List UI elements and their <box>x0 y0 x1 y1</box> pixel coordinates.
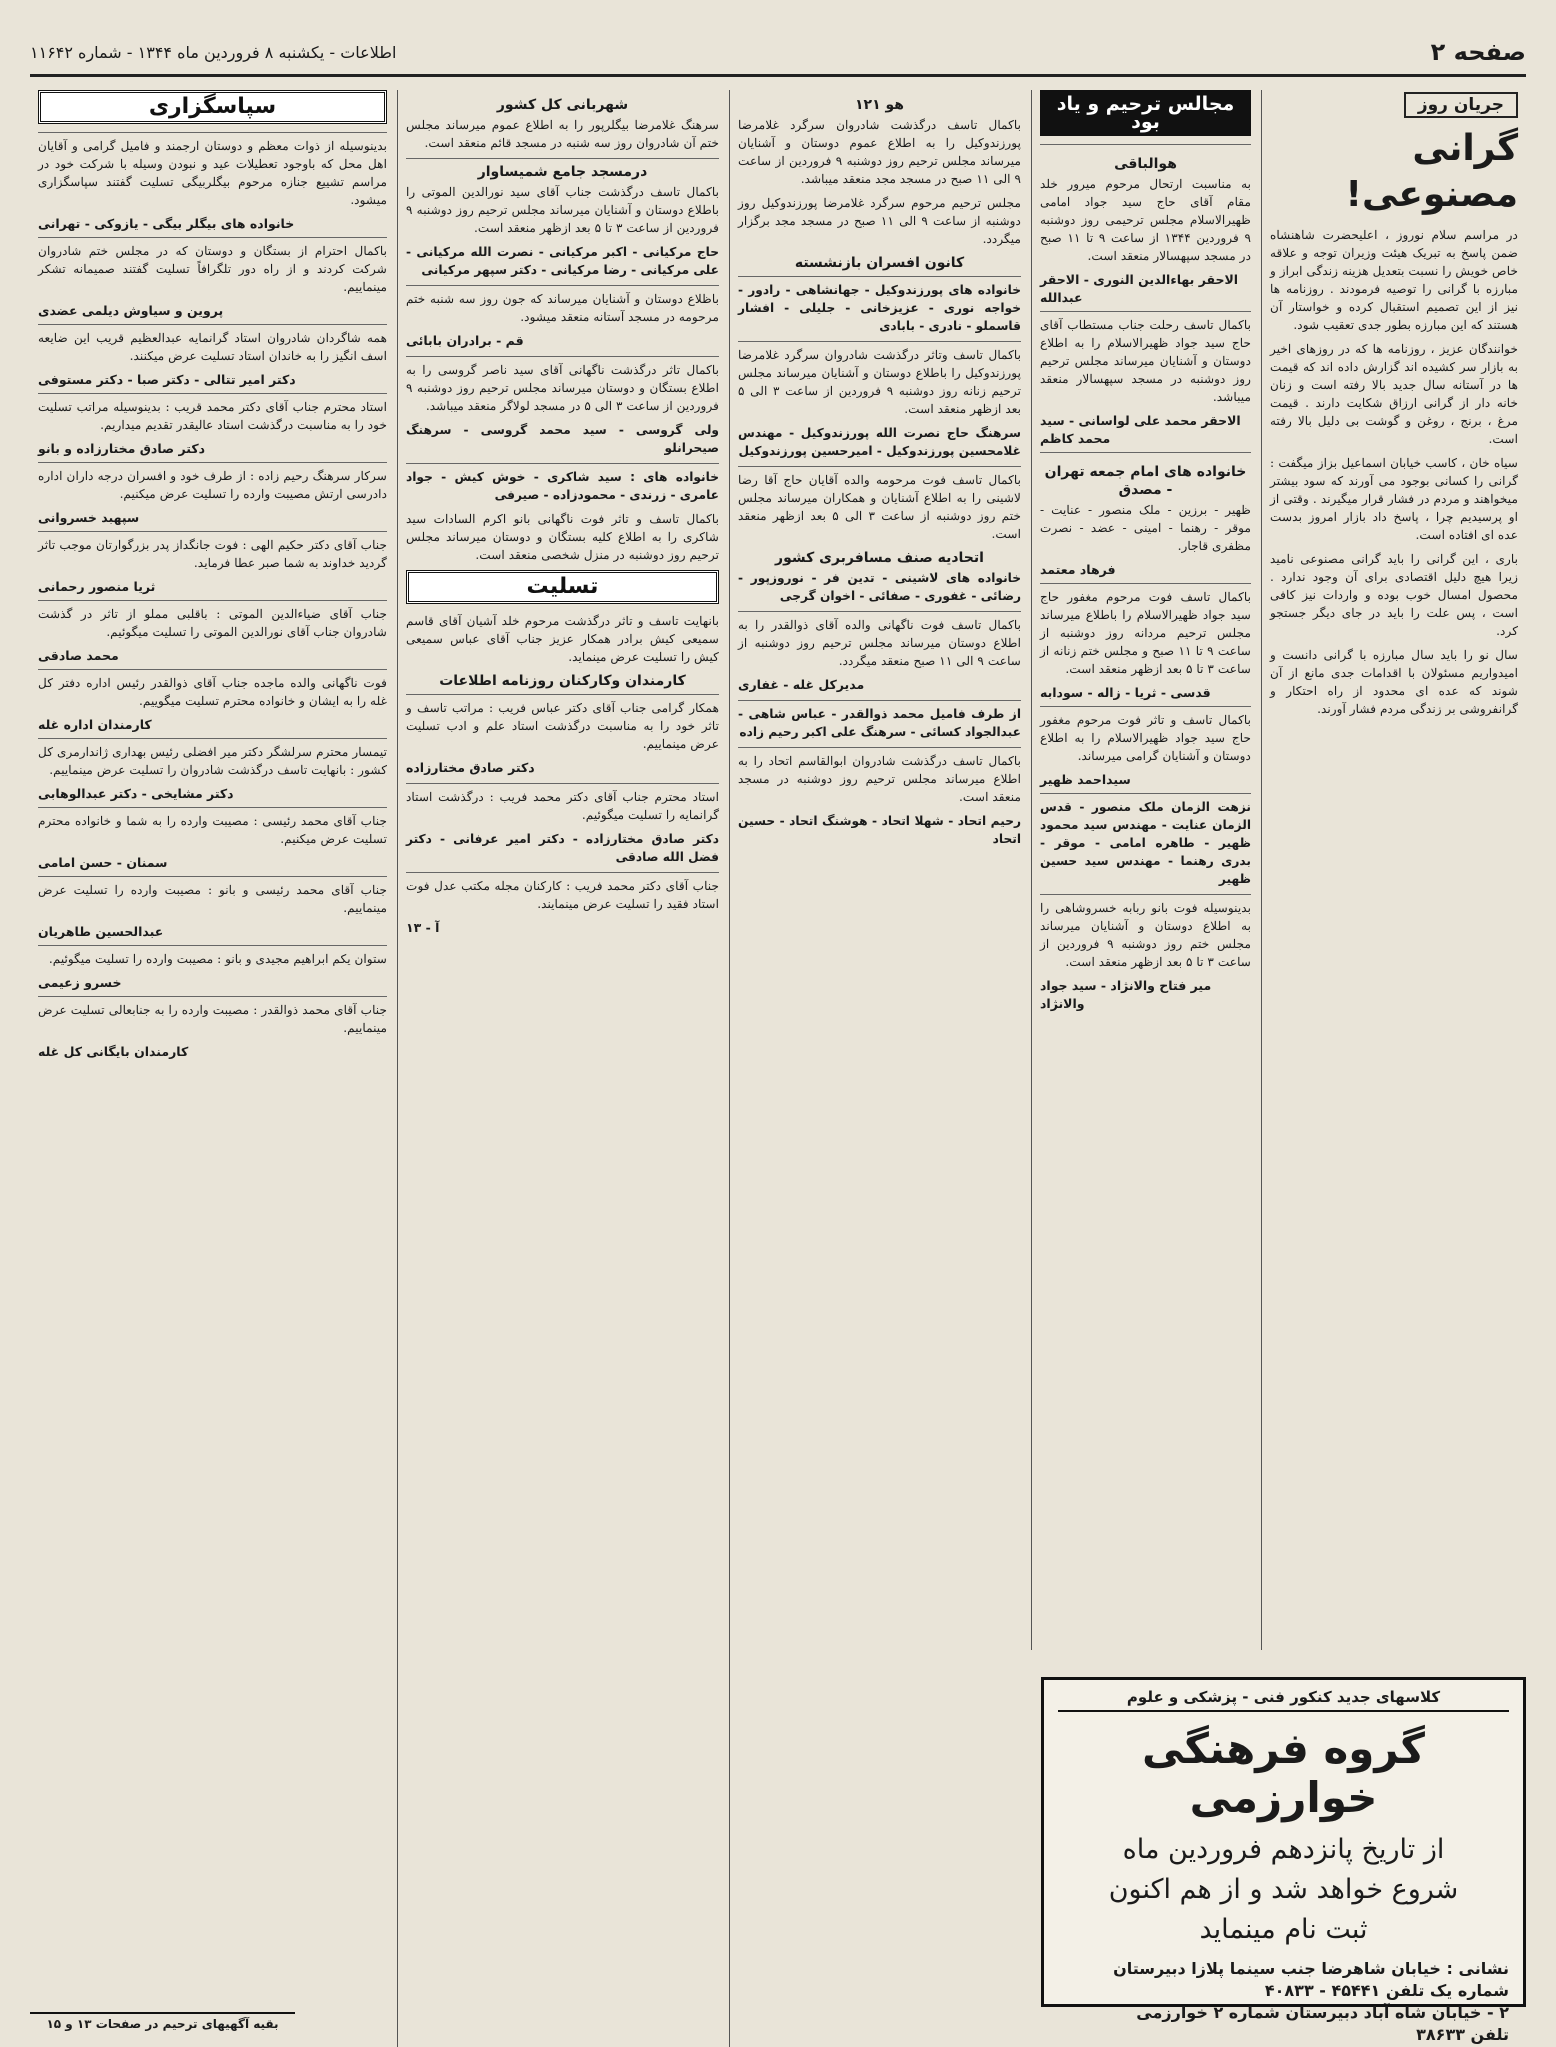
notice-signature: ولی گروسی - سید محمد گروسی - سرهنگ صیحرانلو <box>406 423 719 455</box>
notice-signature: کارمندان بایگانی کل غله <box>38 1044 189 1059</box>
editorial-paragraph: سیاه خان ، کاسب خیابان اسماعیل بزاز میگفت : گرانی را کسانی بوجود می آورند که سود بیشتر میخواهند و مردم در فشار قرار میگیرند . وقتی از او پرسیدیم چرا ، پاسخ داد بازار امروز بدست عده ای افتاده است. <box>1270 456 1518 542</box>
notice-title: هوالباقی <box>1114 156 1177 172</box>
notice-text: ظهیر - برزین - ملک منصور - عنایت - موقر - رهنما - امینی - عضد - نصرت مظفری قاجار. <box>1040 503 1251 553</box>
notice-signature: خسرو زعیمی <box>38 975 122 990</box>
editorial-paragraph: باری ، این گرانی را باید گرانی مصنوعی نامید زیرا هیچ دلیل اقتصادی برای آن وجود ندارد . محصول امسال خوب بوده و واردات نیز کافی است ، پس علت را باید در جای دیگر جستجو کرد. <box>1270 552 1518 638</box>
notice-text: بدینوسیله فوت بانو ربابه خسروشاهی را به اطلاع دوستان و آشنایان میرساند مجلس ختم روز دوشنبه ۹ فروردین از ساعت ۳ تا ۵ بعد ازظهر منعقد است. <box>1040 901 1251 969</box>
column-kicker: جریان روز <box>1404 92 1518 118</box>
notice-title: خانواده های امام جمعه تهران - مصدق <box>1044 464 1247 498</box>
notice-text: ستوان یکم ابراهیم مجیدی و بانو : مصیبت وارده را تسلیت میگوئیم. <box>48 952 387 966</box>
thanks-column <box>30 90 395 2047</box>
notice-text: استاد محترم جناب آقای دکتر محمد قریب : بدینوسیله مراتب تسلیت خود را به مناسبت درگذشت استاد عالیقدر تقدیم میداریم. <box>38 400 387 432</box>
thanks-notice <box>38 600 387 665</box>
page-footer-note: بقیه آگهیهای ترحیم در صفحات ۱۳ و ۱۵ <box>30 2012 295 2031</box>
page-number: صفحه ۲ <box>1430 38 1526 66</box>
ad-line: شروع خواهد شد و از هم اکنون <box>1108 1874 1459 1905</box>
notice-text: جناب آقای محمد ذوالقدر : مصیبت وارده را به جنابعالی تسلیت عرض مینماییم. <box>38 1003 387 1035</box>
ad-phone-2: تلفن ۳۸۶۳۳ <box>1416 2025 1509 2044</box>
thanks-notice <box>38 738 387 803</box>
condolence-banner: تسلیت <box>406 570 719 604</box>
school-advertisement <box>1041 1677 1526 2044</box>
notice-text: سرهنگ غلامرضا بیگلرپور را به اطلاع عموم میرساند مجلس ختم آن شادروان روز سه شنبه در مسجد قائم منعقد است. <box>406 118 719 150</box>
notice-text: تیمسار محترم سرلشگر دکتر میر افضلی رئیس بهداری ژاندارمری کل کشور : بانهایت تاسف درگذشت شادروان را تسلیت عرض مینماییم. <box>38 745 387 777</box>
notice-text: باکمال تاسف درگذشت شادروان سرگرد غلامرضا پورزندوکیل را به اطلاع عموم دوستان و آشنایان میرساند مجلس ترحیم روز دوشنبه ۹ فروردین از ساعت ۹ الی ۱۱ صبح در مسجد مجد منعقد میباشد. <box>738 118 1021 186</box>
notice-title: درمسجد جامع شمیساوار <box>406 158 719 181</box>
ad-title: گروه فرهنگی خوارزمی <box>1142 1724 1425 1822</box>
notice-signature: کارمندان وکارکنان روزنامه اطلاعات <box>439 673 686 689</box>
notice-signature: محمد صادقی <box>38 648 119 663</box>
notice-text: همه شاگردان شادروان استاد گرانمایه عبدالعظیم قریب این ضایعه اسف انگیز را به خاندان استاد تسلیت عرض میکنند. <box>38 331 387 363</box>
notice-text: جناب آقای ضیاءالدین الموتی : باقلبی مملو از تاثر در گذشت شادروان جناب آقای نورالدین الموتی را تسلیت میگوئیم. <box>38 607 387 639</box>
notice-signature: دکتر مشایخی - دکتر عبدالوهابی <box>38 786 234 801</box>
thanks-notice <box>38 132 387 233</box>
notice-text: سرکار سرهنگ رحیم زاده : از طرف خود و افسران درجه داران اداره دادرسی ارتش مصیبت وارده را تسلیت عرض میکنیم. <box>38 469 387 501</box>
notice-text: باکمال تاسف فوت مرحومه والده آقایان حاج آقا رضا لاشینی را به اطلاع آشنایان و همکاران میرساند مجلس ختم روز دوشنبه از ساعت ۳ الی ۵ بعد ازظهر منعقد است. <box>738 466 1021 543</box>
notice-signature: عبدالحسین طاهریان <box>38 924 164 939</box>
notice-signature: کانون افسران بازنشسته <box>794 255 965 271</box>
notice-families: حاج مرکیانی - اکبر مرکیانی - نصرت الله مرکیانی - علی مرکیانی - رضا مرکیانی - دکتر سپهر مرکیانی <box>406 245 719 277</box>
memorial-notice <box>1040 452 1251 579</box>
notice-text: جناب آقای محمد رئیسی و بانو : مصیبت وارده را تسلیت عرض مینماییم. <box>38 883 387 915</box>
thanks-notice <box>38 945 387 992</box>
notice-families: از طرف فامیل محمد ذوالقدر - عباس شاهی - عبدالجواد کسائی - سرهنگ علی اکبر رحیم زاده <box>738 700 1021 741</box>
notice-signature: آ - ۱۳ <box>406 920 440 935</box>
thanks-notice <box>38 462 387 527</box>
notice-text: جناب آقای دکتر حکیم الهی : فوت جانگداز پدر بزرگوارتان موجب تاثر گردید خداوند به شما صبر عطا فرماید. <box>38 538 387 570</box>
notice-signature: دکتر صادق مختارزاده و بانو <box>38 441 206 456</box>
memorial-notice <box>1040 706 1251 789</box>
thanks-notice <box>38 669 387 734</box>
notice-text: باکمال تاسف فوت ناگهانی والده آقای ذوالقدر را به اطلاع دوستان میرساند مجلس ترحیم روز دوشنبه از ساعت ۹ الی ۱۱ صبح منعقد میگردد. <box>738 611 1021 670</box>
thanks-notice <box>38 807 387 872</box>
column-heading: شهربانی کل کشور <box>496 97 629 113</box>
notice-text: باکمال تاسف وتاثر درگذشت شادروان سرگرد غلامرضا پورزندوکیل را باطلاع دوستان و آشنایان میرساند مجلس ترحیم زنانه روز دوشنبه ۹ فروردین از ساعت ۳ الی ۵ بعد ازظهر منعقد است. <box>738 341 1021 418</box>
memorial-banner: مجالس ترحیم و یاد بود <box>1040 90 1251 136</box>
memorial-column-2 <box>729 90 1029 2047</box>
memorial-notice <box>1040 583 1251 702</box>
thanks-notice <box>38 237 387 320</box>
notice-families: خانواده های پورزندوکیل - جهانشاهی - رادور - خواجه نوری - عزیزخانی - جلیلی - افشار قاسملو - نادری - بابادی <box>738 276 1021 335</box>
ad-address-2: ۲ - خیابان شاه آباد دبیرستان شماره ۲ خوارزمی <box>1136 2003 1509 2022</box>
notice-signature: دکتر صادق مختارزاده - دکتر امیر عرفانی - دکتر فضل الله صادقی <box>406 832 719 864</box>
thanks-banner: سپاسگزاری <box>38 90 387 124</box>
thanks-notice <box>38 393 387 458</box>
notice-signature: قم - برادران بابائی <box>406 333 524 348</box>
notice-text: باکمال تاسف و تاثر فوت ناگهانی بانو اکرم السادات سید شاکری را به اطلاع کلیه بستگان و دوستان میرساند مجلس ترحیم روز دوشنبه در منزل شخصی منعقد است. <box>406 512 719 562</box>
notice-text: باکمال تاسف درگذشت شادروان ابوالقاسم اتحاد را به اطلاع میرساند مجلس ترحیم روز دوشنبه در مسجد منعقد است. <box>738 747 1021 806</box>
notice-text: بانهایت تاسف و تاثر درگذشت مرحوم خلد آشیان آقای قاسم سمیعی کیش برادر همکار عزیز جناب آقای عباس سمیعی کیش را تسلیت عرض مینماید. <box>406 614 719 664</box>
notice-signature: پروین و سیاوش دیلمی عضدی <box>38 303 224 318</box>
notice-text: نزهت الزمان ملک منصور - قدس الزمان عنایت - مهندس سید محمود ظهیر - طاهره امامی - موقر - بدری رهنما - مهندس سید حسین ظهیر <box>1040 800 1251 886</box>
column-heading: هو ۱۲۱ <box>855 97 904 113</box>
notice-text: بدینوسیله از ذوات معظم و دوستان ارجمند و فامیل گرامی و آقایان اهل محل که باوجود تعطیلات عید و نبودن وسیله با شرکت خود در مراسم تشییع جنازه مرحوم بیگلربیگی تسلیت گفتند سپاسگزاری میشود. <box>38 139 387 207</box>
notice-text: جناب آقای دکتر محمد فریب : کارکنان مجله مکتب عدل فوت استاد فقید را تسلیت عرض مینمایند. <box>406 872 719 913</box>
notice-text: فوت ناگهانی والده ماجده جناب آقای ذوالقدر رئیس اداره دفتر کل غله را به ایشان و خانواده محترم تسلیت میگوییم. <box>38 676 387 708</box>
page-header <box>30 30 1526 77</box>
notice-signature: فرهاد معتمد <box>1040 562 1116 577</box>
notice-signature: کارمندان اداره غله <box>38 717 152 732</box>
notice-signature: مدیرکل غله - غفاری <box>738 677 865 692</box>
notice-text: باکمال تاسف درگذشت جناب آقای سید نورالدین الموتی را باطلاع دوستان و آشنایان میرساند مجلس ترحیم روز دوشنبه ۹ فروردین از ساعت ۳ تا ۵ بعد ازظهر منعقد است. <box>406 185 719 235</box>
notice-signature: سرهنگ حاج نصرت الله پورزندوکیل - مهندس غلامحسین پورزندوکیل - امیرحسین پورزندوکیل <box>738 426 1021 458</box>
thanks-notice <box>38 324 387 389</box>
notice-text: به مناسبت ارتحال مرحوم میرور خلد مقام آقای حاج سید جواد امامی ظهیرالاسلام مجلس ترحیمی روز دوشنبه ۹ فروردین ۱۳۴۴ از ساعت ۹ تا ۱۱ صبح در مسجد سپهسالار منعقد است. <box>1040 177 1251 263</box>
notice-signature: خانواده های بیگلر بیگی - یازوکی - تهرانی <box>38 216 295 231</box>
memorial-column-3 <box>397 90 727 2047</box>
notice-signature: دکتر امیر تتالی - دکتر صبا - دکتر مستوفی <box>38 372 296 387</box>
editorial-paragraph: سال نو را باید سال مبارزه با گرانی دانست و امیدواریم مسئولان با اقدامات جدی مانع از آن شوند که عده ای محدود از راه احتکار و گرانفروشی بر زندگی مردم فشار آورند. <box>1270 648 1518 716</box>
notice-signature: اتحادیه صنف مسافربری کشور <box>775 550 984 566</box>
notice-families: خانواده های لاشینی - تدین فر - نوروزپور - رضائی - غفوری - صفائی - اخوان گرجی <box>738 571 1021 603</box>
ad-phone-1: شماره یک تلفن ۴۵۴۴۱ - ۴۰۸۳۳ <box>1264 1981 1509 2000</box>
ad-line: ثبت نام مینماید <box>1199 1914 1368 1945</box>
editorial-column <box>1261 90 1526 1650</box>
editorial-paragraph: در مراسم سلام نوروز ، اعلیحضرت شاهنشاه ضمن پاسخ به تبریک هیئت وزیران توجه و علاقه خاص خویش را نسبت بتعدیل هزینه زندگی ابراز و مبارزه با گرانی را توصیه فرمودند . روزنامه ها نیز از این تصمیم استقبال کرده و خواستار آن هستند که این مبارزه بطور جدی تعقیب شود. <box>1270 228 1518 332</box>
notice-text: همکار گرامی جناب آقای دکتر عباس فریب : مراتب تاسف و تاثر خود را به مناسبت درگذشت استاد علم و ادب تسلیت عرض مینماییم. <box>406 694 719 753</box>
notice-text: باظلاع دوستان و آشنایان میرساند که جون روز سه شنبه ختم مرحومه در مسجد آستانه منعقد میشود. <box>406 285 719 326</box>
ad-address <box>1058 1958 1509 2046</box>
notice-text: باکمال تاثر درگذشت ناگهانی آقای سید ناصر گروسی را به اطلاع بستگان و دوستان میرساند مجلس ترحیم روز دوشنبه ۹ فروردین از ساعت ۳ الی ۵ در مسجد لولاگر منعقد میباشد. <box>406 356 719 415</box>
notice-text: باکمال تاسف فوت مرحوم مغفور حاج سید جواد ظهیرالاسلام را باطلاع میرساند مجلس ترحیم مردانه روز دوشنبه از ساعت ۹ تا ۱۱ صبح و مجلس ختم زنانه از ساعت ۳ تا ۵ بعد ازظهر منعقد است. <box>1040 590 1251 676</box>
memorial-column <box>1031 90 1259 1650</box>
thanks-notice <box>38 996 387 1061</box>
editorial-headline: گرانی مصنوعی! <box>1345 128 1518 215</box>
notice-text: استاد محترم جناب آقای دکتر محمد فریب : درگذشت استاد گرانمایه را تسلیت میگوئیم. <box>406 783 719 824</box>
notice-signature: الاحقر محمد علی لواسانی - سید محمد کاظم <box>1040 413 1241 446</box>
ad-topline: کلاسهای جدید کنکور فنی - پزشکی و علوم <box>1058 1688 1509 1712</box>
notice-text: باکمال تاسف و تاثر فوت مرحوم مغفور حاج سید جواد ظهیرالاسلام را به اطلاع دوستان و آشنایان گرامی میرساند. <box>1040 713 1251 763</box>
thanks-notice <box>38 876 387 941</box>
ad-address-1: نشانی : خیابان شاهرضا جنب سینما پلازا دبیرستان <box>1113 1959 1509 1978</box>
issue-info: اطلاعات - یکشنبه ۸ فروردین ماه ۱۳۴۴ - شماره ۱۱۶۴۲ <box>30 42 397 62</box>
notice-signature: میر فتاح والانژاد - سید جواد والانژاد <box>1040 978 1212 1011</box>
notice-signature: سیداحمد ظهیر <box>1040 772 1131 787</box>
notice-signature: ثریا منصور رحمانی <box>38 579 156 594</box>
notice-text: باکمال احترام از بستگان و دوستان که در مجلس ختم شادروان شرکت کردند و از راه دور تلگرافاً تسلیت گفتند صمیمانه تشکر مینماییم. <box>38 244 387 294</box>
memorial-notice <box>1040 311 1251 448</box>
thanks-notice <box>38 531 387 596</box>
notice-signature: رحیم اتحاد - شهلا اتحاد - هوشنگ اتحاد - حسین اتحاد <box>738 814 1021 846</box>
notice-families: خانواده های : سید شاکری - خوش کیش - جواد عامری - زرندی - محمودزاده - صیرفی <box>406 463 719 504</box>
memorial-notice <box>1040 894 1251 1013</box>
ad-line: از تاریخ پانزدهم فروردین ماه <box>1122 1834 1445 1865</box>
notice-signature: الاحقر بهاءالدین النوری - الاحقر عبدالله <box>1040 272 1239 305</box>
editorial-paragraph: خوانندگان عزیز ، روزنامه ها که در روزهای اخیر به بازار سر کشیده اند گزارش داده اند که قیمت ها در آستانه سال جدید بالا رفته است و زنان خانه دار از گرانی ارزاق شکایت دارند . قیمت مرغ ، برنج ، روغن و گوشت بی دلیل بالا رفته است. <box>1270 342 1518 446</box>
memorial-notice <box>1040 793 1251 888</box>
notice-signature: سمنان - حسن امامی <box>38 855 168 870</box>
notice-signature: قدسی - ثریا - زاله - سودابه <box>1040 685 1211 700</box>
notice-text: جناب آقای محمد رئیسی : مصیبت وارده را به شما و خانواده محترم تسلیت عرض میکنیم. <box>38 814 387 846</box>
notice-text: باکمال تاسف رحلت جناب مستطاب آقای حاج سید جواد ظهیرالاسلام را به اطلاع دوستان و آشنایان میرساند مجلس ترحیم روز دوشنبه در مسجد سپهسالار منعقد میباشد. <box>1040 318 1251 404</box>
notice-signature: سپهبد خسروانی <box>38 510 140 525</box>
notice-text: مجلس ترحیم مرحوم سرگرد غلامرضا پورزندوکیل روز دوشنبه از ساعت ۹ الی ۱۱ صبح در مسجد مجد برگزار میگردد. <box>738 196 1021 246</box>
notice-signature: دکتر صادق مختارزاده <box>406 760 535 775</box>
memorial-notice <box>1040 144 1251 307</box>
